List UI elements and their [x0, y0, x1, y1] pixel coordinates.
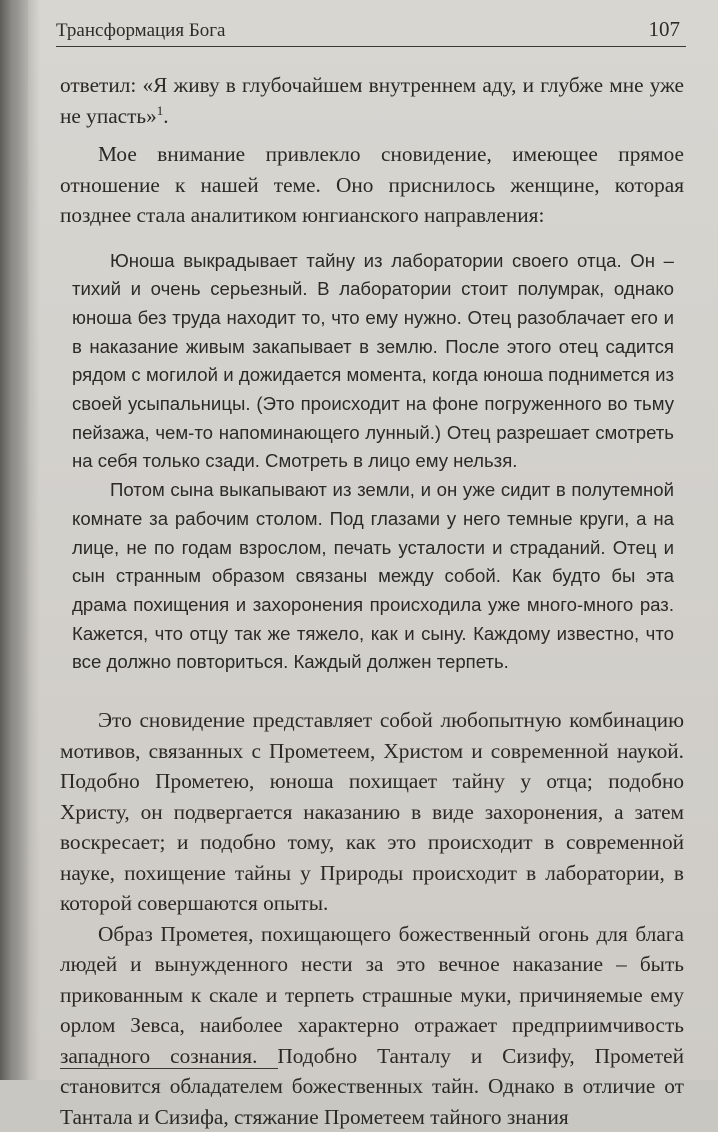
paragraph-prometheus: Образ Прометея, похищающего божественный огонь для блага людей и вынужденного нести за это вечное наказание – быть прикованным к скале и терпеть страшные муки, причиняемые ему орлом Зевса, наиболее характерно отражает предприимчивость западного сознания. Подобно Танталу и Сизифу, Прометей становится обладателем божественных тайн. Однако в отличие от Тантала и Сизифа, стяжание Прометеем тайного знания: [60, 921, 684, 1129]
footnote-marker: 1: [156, 102, 164, 118]
running-title: Трансформация Бога: [56, 20, 226, 41]
paragraph-text: ответил: «Я живу в глубочайшем внутреннем аду, и глубже мне уже не упасть»: [60, 73, 684, 128]
book-spine-shadow: [0, 0, 40, 1080]
page-number: 107: [648, 17, 680, 41]
footnote-divider: [60, 1068, 278, 1069]
paragraph-end: .: [163, 103, 169, 128]
paragraph-dream-intro: Мое внимание привлекло сновидение, имеющее прямое отношение к нашей теме. Оно приснилось женщине, которая позднее стала аналитиком юнгианского направления:: [60, 142, 684, 227]
page-header: [56, 14, 686, 47]
paragraph-analysis: Это сновидение представляет собой любопытную комбинацию мотивов, связанных с Прометеем, Христом и современной наукой. Подобно Прометею, юноша похищает тайну у отца; подобно Христу, он подвергается наказанию в виде захоронения, а затем воскресает; и подобно тому, как это происходит в современной науке, похищение тайны у Природы происходит в лаборатории, в которой совершаются опыты.: [60, 708, 684, 916]
dream-quote-block: [72, 247, 674, 678]
quote-paragraph: Юноша выкрадывает тайну из лаборатории своего отца. Он – тихий и очень серьезный. В лаборатории стоит полумрак, однако юноша без труда находит то, что ему нужно. Отец разоблачает его и в наказание живым закапывает в землю. После этого отец садится рядом с могилой и дожидается момента, когда юноша поднимется из своей усыпальницы. (Это происходит на фоне погруженного во тьму пейзажа, чем-то напоминающего лунный.) Отец разрешает смотреть на себя только сзади. Смотреть в лицо ему нельзя.: [72, 249, 674, 472]
paragraph-continued: [60, 70, 684, 131]
page-body: [60, 70, 684, 1132]
quote-paragraph: Потом сына выкапывают из земли, и он уже сидит в полутемной комнате за рабочим столом. Под глазами у него темные круги, а на лице, не по годам взрослом, печать усталости и страданий. Отец и сын странным образом связаны между собой. Как будто бы эта драма похищения и захоронения происходила уже много-много раз. Кажется, что отцу так же тяжело, как и сыну. Каждому известно, что все должно повториться. Каждый должен терпеть.: [72, 479, 674, 673]
